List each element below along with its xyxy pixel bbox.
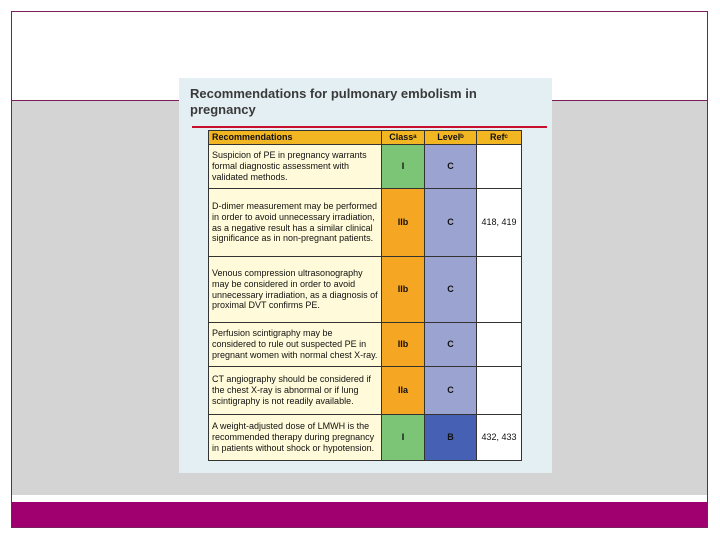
table-row bbox=[209, 189, 522, 257]
guideline-card bbox=[179, 78, 552, 473]
recommendation-text: Perfusion scintigraphy may be considered to rule out suspected PE in pregnant women with normal chest X-ray. bbox=[209, 323, 382, 367]
table-row bbox=[209, 257, 522, 323]
level-cell: C bbox=[425, 323, 477, 367]
recommendation-text: D-dimer measurement may be performed in order to avoid unnecessary irradiation, as a negative result has a similar clinical significance as in non-pregnant patients. bbox=[209, 189, 382, 257]
table-header-row bbox=[209, 131, 522, 145]
table-row bbox=[209, 323, 522, 367]
recommendation-text: CT angiography should be considered if the chest X-ray is abnormal or if lung scintigraphy is not readily available. bbox=[209, 367, 382, 415]
class-cell: IIb bbox=[382, 189, 425, 257]
table-row bbox=[209, 415, 522, 461]
title-rule bbox=[192, 126, 547, 128]
recommendations-table bbox=[208, 130, 522, 461]
recommendation-text: Venous compression ultrasonography may be considered in order to avoid unnecessary irradiation, as a diagnosis of proximal DVT confirms PE. bbox=[209, 257, 382, 323]
class-cell: I bbox=[382, 145, 425, 189]
level-cell: C bbox=[425, 367, 477, 415]
level-cell: B bbox=[425, 415, 477, 461]
class-cell: I bbox=[382, 415, 425, 461]
class-cell: IIb bbox=[382, 323, 425, 367]
header-class: Classᵃ bbox=[382, 131, 425, 145]
card-title: Recommendations for pulmonary embolism in pregnancy bbox=[190, 86, 477, 117]
table-row bbox=[209, 367, 522, 415]
level-cell: C bbox=[425, 257, 477, 323]
ref-cell bbox=[477, 323, 522, 367]
header-level: Levelᵇ bbox=[425, 131, 477, 145]
footer-bar bbox=[12, 502, 707, 527]
table-row bbox=[209, 145, 522, 189]
class-cell: IIa bbox=[382, 367, 425, 415]
level-cell: C bbox=[425, 145, 477, 189]
ref-cell bbox=[477, 257, 522, 323]
ref-cell: 432, 433 bbox=[477, 415, 522, 461]
header-ref: Refᶜ bbox=[477, 131, 522, 145]
class-cell: IIb bbox=[382, 257, 425, 323]
recommendation-text: Suspicion of PE in pregnancy warrants formal diagnostic assessment with validated methods. bbox=[209, 145, 382, 189]
header-recommendations: Recommendations bbox=[209, 131, 382, 145]
ref-cell: 418, 419 bbox=[477, 189, 522, 257]
ref-cell bbox=[477, 367, 522, 415]
ref-cell bbox=[477, 145, 522, 189]
level-cell: C bbox=[425, 189, 477, 257]
recommendation-text: A weight-adjusted dose of LMWH is the recommended therapy during pregnancy in patients without shock or hypotension. bbox=[209, 415, 382, 461]
